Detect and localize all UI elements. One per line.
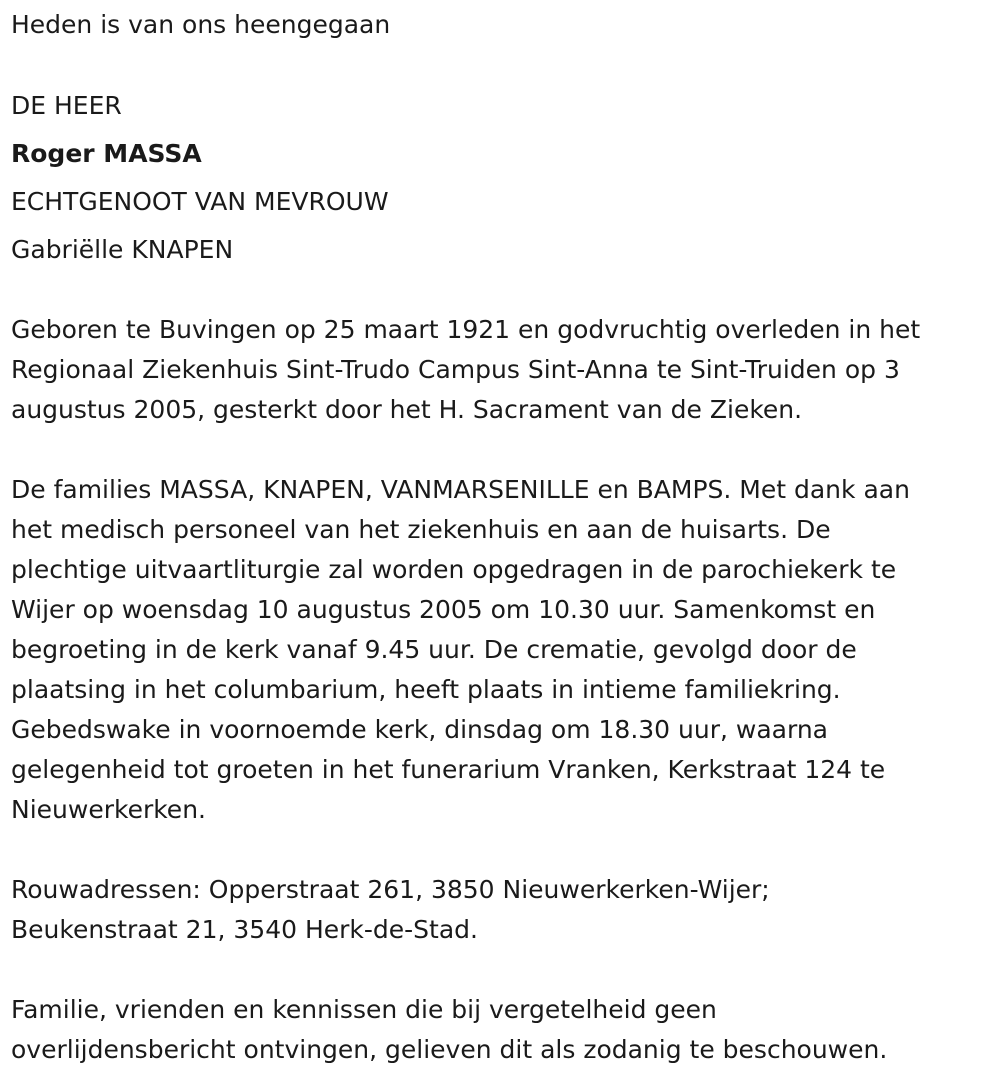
paragraph-line: plaatsing in het columbarium, heeft plaats in intieme familiekring. bbox=[11, 675, 841, 704]
paragraph-line: Beukenstraat 21, 3540 Herk-de-Stad. bbox=[11, 915, 478, 944]
paragraph-line: overlijdensbericht ontvingen, gelieven dit als zodanig te beschouwen. bbox=[11, 1035, 888, 1064]
paragraph-line: gelegenheid tot groeten in het funerarium Vranken, Kerkstraat 124 te bbox=[11, 755, 886, 784]
paragraph-line: Regionaal Ziekenhuis Sint-Trudo Campus Sint-Anna te Sint-Truiden op 3 bbox=[11, 355, 900, 384]
paragraph-line: plechtige uitvaartliturgie zal worden opgedragen in de parochiekerk te bbox=[11, 555, 897, 584]
paragraph-line: begroeting in de kerk vanaf 9.45 uur. De crematie, gevolgd door de bbox=[11, 635, 857, 664]
paragraph-line: Gebedswake in voornoemde kerk, dinsdag om 18.30 uur, waarna bbox=[11, 715, 828, 744]
spouse-name: Gabriëlle KNAPEN bbox=[11, 235, 234, 264]
honorific: DE HEER bbox=[11, 91, 122, 120]
paragraph-line: Geboren te Buvingen op 25 maart 1921 en godvruchtig overleden in het bbox=[11, 315, 921, 344]
intro-line: Heden is van ons heengegaan bbox=[11, 10, 391, 39]
paragraph-line: augustus 2005, gesterkt door het H. Sacrament van de Zieken. bbox=[11, 395, 803, 424]
paragraph-line: Nieuwerkerken. bbox=[11, 795, 206, 824]
spouse-label: ECHTGENOOT VAN MEVROUW bbox=[11, 187, 389, 216]
paragraph-line: De families MASSA, KNAPEN, VANMARSENILLE en BAMPS. Met dank aan bbox=[11, 475, 910, 504]
paragraph-line: Rouwadressen: Opperstraat 261, 3850 Nieuwerkerken-Wijer; bbox=[11, 875, 770, 904]
paragraph-line: Familie, vrienden en kennissen die bij vergetelheid geen bbox=[11, 995, 717, 1024]
paragraph-line: het medisch personeel van het ziekenhuis en aan de huisarts. De bbox=[11, 515, 831, 544]
paragraph-line: Wijer op woensdag 10 augustus 2005 om 10.30 uur. Samenkomst en bbox=[11, 595, 876, 624]
deceased-name: Roger MASSA bbox=[11, 139, 202, 168]
